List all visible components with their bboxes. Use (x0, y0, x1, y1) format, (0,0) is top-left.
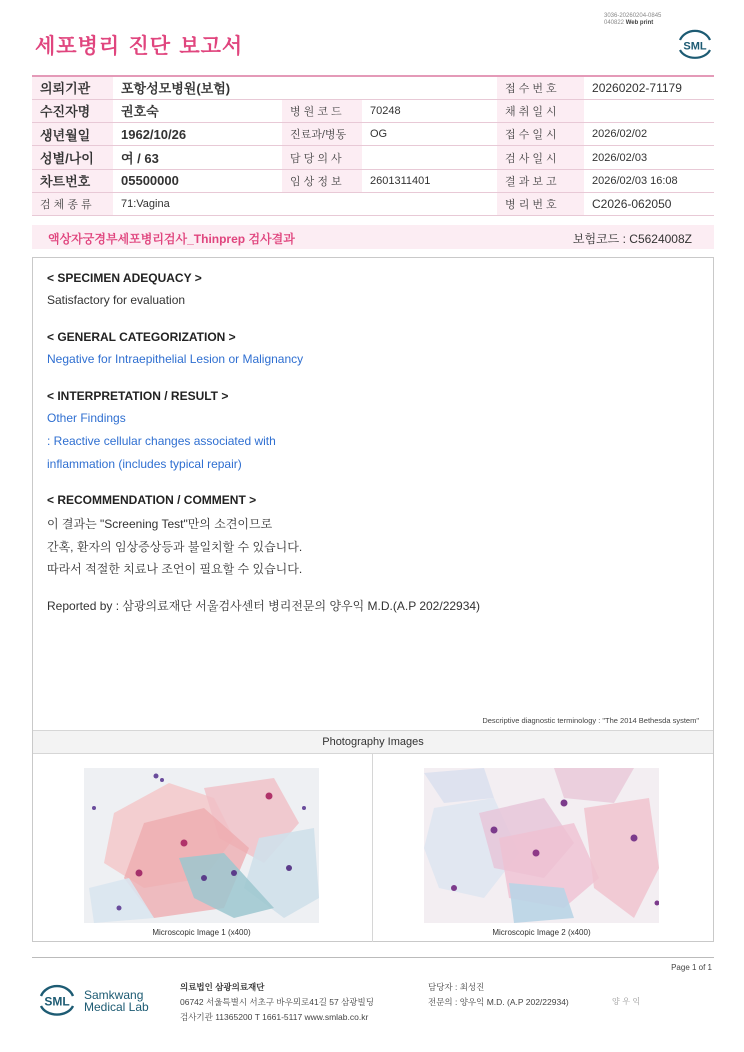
info-label: 의뢰기관 (32, 76, 113, 99)
info-row (32, 169, 714, 192)
specimen-adequacy-heading: < SPECIMEN ADEQUACY > (47, 271, 202, 285)
brand-line-2: Medical Lab (84, 1000, 149, 1014)
info-value: 2601311401 (362, 169, 497, 192)
insurance-code: 보험코드 : C5624008Z (572, 232, 692, 246)
interpretation-heading: < INTERPRETATION / RESULT > (47, 389, 229, 403)
specimen-adequacy-text: Satisfactory for evaluation (47, 293, 186, 307)
info-label: 검 사 일 시 (497, 146, 584, 169)
info-label: 접 수 번 호 (497, 76, 584, 99)
interpretation-line: : Reactive cellular changes associated with (47, 434, 276, 448)
print-id-number: 3036-20260204-0845 (604, 13, 662, 19)
sml-footer-logo (37, 980, 77, 1020)
image-caption-2: Microscopic Image 2 (x400) (492, 928, 591, 937)
info-value: 71:Vagina (113, 192, 497, 215)
microscopic-image-2 (424, 768, 659, 923)
recommendation-line: 이 결과는 "Screening Test"만의 소견이므로 (47, 517, 273, 531)
info-label: 검 체 종 류 (32, 192, 113, 215)
recommendation-line: 따라서 적절한 치료나 조언이 필요할 수 있습니다. (47, 562, 303, 576)
info-value: 20260202-71179 (584, 76, 714, 99)
info-value: C2026-062050 (584, 192, 714, 215)
page-number: Page 1 of 1 (671, 963, 712, 972)
info-value: OG (362, 123, 497, 146)
org-contact: 검사기관 11365200 T 1661-5117 www.smlab.co.kr (180, 1012, 369, 1022)
info-value (584, 99, 714, 122)
info-label: 생년월일 (32, 123, 113, 146)
print-id (604, 13, 661, 27)
info-value: 권호숙 (113, 99, 282, 122)
info-row (32, 146, 714, 169)
info-label: 접 수 일 시 (497, 123, 584, 146)
print-id-web (604, 20, 661, 27)
brand-line-1: Samkwang (84, 988, 144, 1002)
staff-in-charge: 담당자 : 최성진 (428, 982, 485, 992)
info-label: 담 당 의 사 (282, 146, 362, 169)
info-value: 포항성모병원(보험) (113, 76, 497, 99)
general-categorization-heading: < GENERAL CATEGORIZATION > (47, 330, 236, 344)
signature: 양 우 익 (612, 997, 641, 1006)
info-label: 차트번호 (32, 169, 113, 192)
info-value: 2026/02/02 (584, 123, 714, 146)
photo-header: Photography Images (33, 730, 713, 754)
info-value: 2026/02/03 (584, 146, 714, 169)
info-value: 2026/02/03 16:08 (584, 169, 714, 192)
photo-divider (372, 754, 373, 942)
footer-logo-text: SML (44, 994, 70, 1009)
info-label: 임 상 정 보 (282, 169, 362, 192)
interpretation-line: inflammation (includes typical repair) (47, 457, 242, 471)
info-row (32, 76, 714, 99)
web-print-label: Web print (625, 20, 654, 26)
info-value (362, 146, 497, 169)
print-id-num2: 040822 (604, 20, 625, 26)
recommendation-heading: < RECOMMENDATION / COMMENT > (47, 493, 257, 507)
info-label: 결 과 보 고 (497, 169, 584, 192)
microscopic-image-1 (84, 768, 319, 923)
info-label: 수진자명 (32, 99, 113, 122)
recommendation-line: 간혹, 환자의 임상증상등과 불일치할 수 있습니다. (47, 540, 303, 554)
info-label: 채 취 일 시 (497, 99, 584, 122)
brand-name (84, 989, 149, 1013)
info-value: 여 / 63 (113, 146, 282, 169)
org-address: 06742 서울특별시 서초구 바우뫼로41길 57 삼광빌딩 (180, 997, 374, 1007)
info-value: 70248 (362, 99, 497, 122)
exam-bar (32, 225, 714, 249)
general-categorization-text: Negative for Intraepithelial Lesion or Malignancy (47, 352, 304, 366)
info-row (32, 192, 714, 215)
info-value: 1962/10/26 (113, 123, 282, 146)
org-name: 의료법인 삼광의료재단 (180, 982, 265, 992)
patient-info-table (32, 75, 714, 216)
info-value: 05500000 (113, 169, 282, 192)
info-row (32, 99, 714, 122)
footer-line (32, 957, 714, 958)
info-label: 진료과/병동 (282, 123, 362, 146)
pathologist: 전문의 : 양우익 M.D. (A.P 202/22934) (428, 997, 569, 1007)
image-caption-1: Microscopic Image 1 (x400) (152, 928, 251, 937)
info-row (32, 123, 714, 146)
interpretation-line: Other Findings (47, 411, 126, 425)
terminology-note: Descriptive diagnostic terminology : "The 2014 Bethesda system" (482, 716, 699, 725)
sml-logo (676, 26, 714, 62)
info-label: 병 원 코 드 (282, 99, 362, 122)
info-label: 성별/나이 (32, 146, 113, 169)
reported-by: Reported by : 삼광의료재단 서울검사센터 병리전문의 양우익 M.D.(A.P 202/22934) (47, 599, 481, 613)
info-label: 병 리 번 호 (497, 192, 584, 215)
exam-title: 액상자궁경부세포병리검사_Thinprep 검사결과 (48, 232, 295, 246)
page-title: 세포병리 진단 보고서 (35, 34, 244, 58)
result-box (32, 257, 714, 942)
logo-text: SML (683, 40, 707, 53)
